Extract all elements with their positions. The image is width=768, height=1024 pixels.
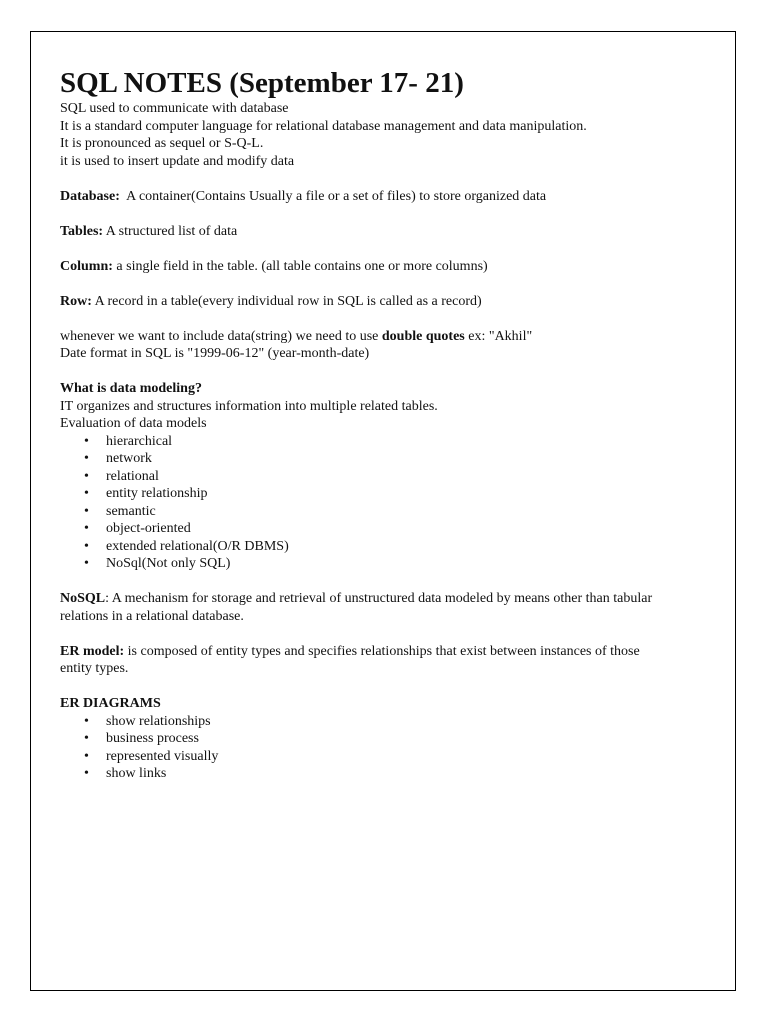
list-item: • entity relationship [106, 485, 660, 503]
nosql-definition [60, 590, 660, 625]
list-item: • network [106, 450, 660, 468]
list-item: • object-oriented [106, 520, 660, 538]
intro-line: It is pronounced as sequel or S-Q-L. [60, 136, 264, 151]
database-definition [60, 188, 660, 206]
database-text: A container(Contains Usually a file or a set of files) to store organized data [119, 188, 547, 204]
quotes-bold: double quotes [381, 328, 465, 344]
list-item: • semantic [106, 503, 660, 521]
column-definition [60, 258, 660, 276]
list-item: • business process [106, 730, 660, 748]
row-term: Row: [60, 293, 92, 309]
intro-line: it is used to insert update and modify data [60, 153, 295, 169]
quotes-note [60, 328, 660, 346]
er-model-term: ER model: [60, 643, 125, 659]
list-item: • hierarchical [106, 433, 660, 451]
tables-definition [60, 223, 660, 241]
row-definition [60, 293, 660, 311]
er-model-text: is composed of entity types and specifies relationships that exist between instances of those entity types. [60, 643, 640, 676]
nosql-term: NoSQL [60, 591, 106, 606]
nosql-text: : A mechanism for storage and retrieval of unstructured data modeled by means other than tabular relations in a relational database. [60, 591, 653, 624]
data-modeling-line: Evaluation of data models [60, 416, 207, 431]
data-modeling-heading-text: What is data modeling? [60, 381, 202, 396]
list-item: • NoSql(Not only SQL) [106, 555, 660, 573]
list-item: • represented visually [106, 748, 660, 766]
list-item: • relational [106, 468, 660, 486]
list-item: • extended relational(O/R DBMS) [106, 538, 660, 556]
column-term: Column: [60, 258, 113, 274]
er-diagrams-heading-text: ER DIAGRAMS [60, 696, 161, 711]
er-diagrams-list [60, 713, 660, 783]
tables-term: Tables: [60, 223, 104, 239]
tables-text: A structured list of data [103, 223, 238, 239]
document-content [60, 66, 660, 783]
list-item: • show relationships [106, 713, 660, 731]
date-format-note: Date format in SQL is "1999-06-12" (year-month-date) [60, 346, 370, 361]
er-diagrams-heading [60, 695, 660, 713]
column-text: a single field in the table. (all table contains one or more columns) [112, 258, 488, 274]
data-modeling-line: IT organizes and structures information into multiple related tables. [60, 398, 438, 414]
intro-line: SQL used to communicate with database [60, 101, 289, 116]
list-item: • show links [106, 765, 660, 783]
intro-line: It is a standard computer language for relational database management and data manipulation. [60, 118, 587, 134]
er-model-definition [60, 643, 660, 678]
quotes-before: whenever we want to include data(string) we need to use [60, 328, 382, 344]
data-models-list [60, 433, 660, 573]
page-title: SQL NOTES (September 17- 21) [60, 67, 464, 99]
database-term: Database: [60, 188, 120, 204]
data-modeling-heading [60, 380, 660, 398]
row-text: A record in a table(every individual row in SQL is called as a record) [91, 293, 482, 309]
quotes-after: ex: "Akhil" [464, 328, 533, 344]
